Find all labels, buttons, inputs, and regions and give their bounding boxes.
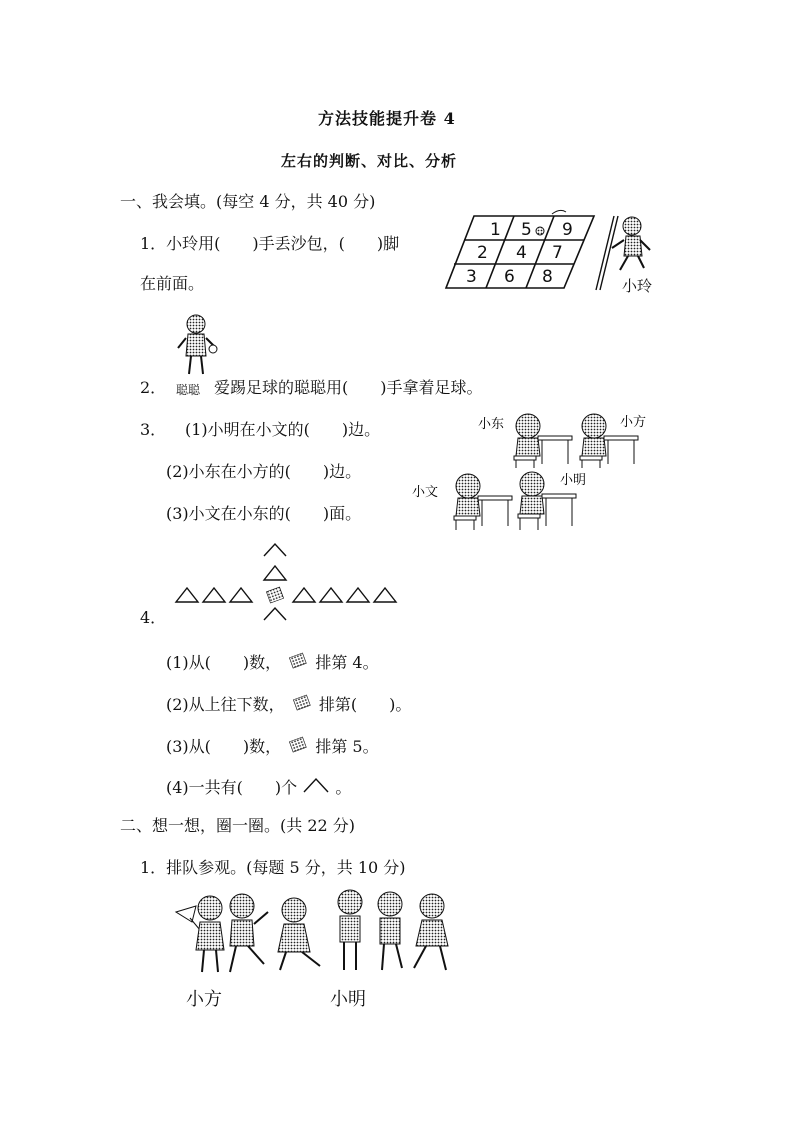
xiaoling-label: 小玲 [622, 277, 653, 295]
star-marker-icon [286, 736, 310, 754]
student-icon [454, 474, 512, 530]
q1-line-2: 在前面。 [140, 274, 205, 293]
open-triangle-icon [264, 544, 286, 556]
label-xiaoming: 小明 [560, 473, 587, 488]
q3-item-3: (3)小文在小东的( )面。 [166, 504, 362, 523]
triangle-icon [203, 588, 225, 602]
q3-number: 3． [140, 420, 167, 439]
grid-cell: 9 [562, 220, 573, 240]
q4-item-1-post: 排第 4。 [315, 653, 379, 672]
q4-item-3-post: 排第 5。 [315, 737, 379, 756]
child-icon [230, 894, 268, 972]
open-triangle-icon [302, 776, 330, 794]
open-triangle-icon [264, 608, 286, 620]
label-xiaodong: 小东 [478, 417, 505, 432]
child-icon [378, 892, 402, 970]
grid-cell: 5 [521, 220, 532, 240]
triangle-icon [320, 588, 342, 602]
label-xiaofang: 小方 [620, 415, 647, 430]
congcong-boy-icon [174, 312, 218, 378]
q4-item-3-pre: (3)从( )数， [166, 737, 282, 756]
q4-number: 4． [140, 608, 167, 627]
q4-item-4 [166, 776, 351, 798]
grid-cell: 8 [542, 267, 553, 287]
label-xiaowen: 小文 [412, 485, 439, 500]
section-1-heading: 一、我会填。(每空 4 分，共 40 分) [120, 192, 376, 211]
q2-text: 爱踢足球的聪聪用( )手拿着足球。 [214, 378, 483, 397]
label-xiaofang-queue: 小方 [186, 989, 222, 1010]
q1-line-1: 1．小玲用( )手丢沙包，( )脚 [140, 234, 400, 253]
q4-item-2-post: 排第( )。 [318, 695, 412, 714]
child-icon [338, 890, 362, 970]
q4-item-4-pre: (4)一共有( )个 [166, 778, 298, 797]
child-icon [278, 898, 320, 970]
xiaoling-girl-icon [612, 217, 650, 270]
congcong-label: 聪聪 [176, 383, 201, 397]
grid-cell: 7 [552, 243, 563, 263]
q4-item-1 [166, 652, 379, 673]
triangle-icon [374, 588, 396, 602]
section-2-heading: 二、想一想，圈一圈。(共 22 分) [120, 816, 356, 835]
child-icon [414, 894, 448, 970]
q4-item-1-pre: (1)从( )数， [166, 653, 282, 672]
grid-cell: 1 [490, 220, 501, 240]
child-icon [196, 896, 224, 972]
triangle-icon [264, 566, 286, 580]
page-subtitle: 左右的判断、对比、分析 [281, 152, 458, 170]
label-xiaoming-queue: 小明 [330, 989, 366, 1010]
triangle-icon [347, 588, 369, 602]
children-queue-figure [170, 884, 460, 980]
grid-cell: 4 [516, 243, 527, 263]
sandbag-icon [536, 227, 544, 235]
grid-cell: 2 [477, 243, 488, 263]
q4-item-3 [166, 736, 379, 757]
star-marker-icon [286, 652, 310, 670]
student-icon [514, 414, 572, 468]
classroom-desks-figure [410, 404, 680, 534]
grid-cell: 3 [466, 267, 477, 287]
triangle-icon [293, 588, 315, 602]
star-marker-icon [290, 694, 314, 712]
q3-item-2: (2)小东在小方的( )边。 [166, 462, 362, 481]
page-title: 方法技能提升卷 4 [318, 109, 456, 128]
triangle-icon [176, 588, 198, 602]
q2-number: 2． [140, 378, 167, 397]
grid-cell: 6 [504, 267, 515, 287]
triangle-icon [230, 588, 252, 602]
q4-item-4-post: 。 [335, 778, 352, 797]
triangle-arrangement-figure [172, 540, 402, 624]
q4-item-2-pre: (2)从上往下数， [166, 695, 285, 714]
q4-item-2 [166, 694, 411, 715]
q3-item-1: (1)小明在小文的( )边。 [185, 420, 381, 439]
s2-q1-text: 1．排队参观。(每题 5 分，共 10 分) [140, 858, 406, 877]
flag-icon [176, 906, 200, 930]
star-marker-icon [266, 587, 283, 603]
